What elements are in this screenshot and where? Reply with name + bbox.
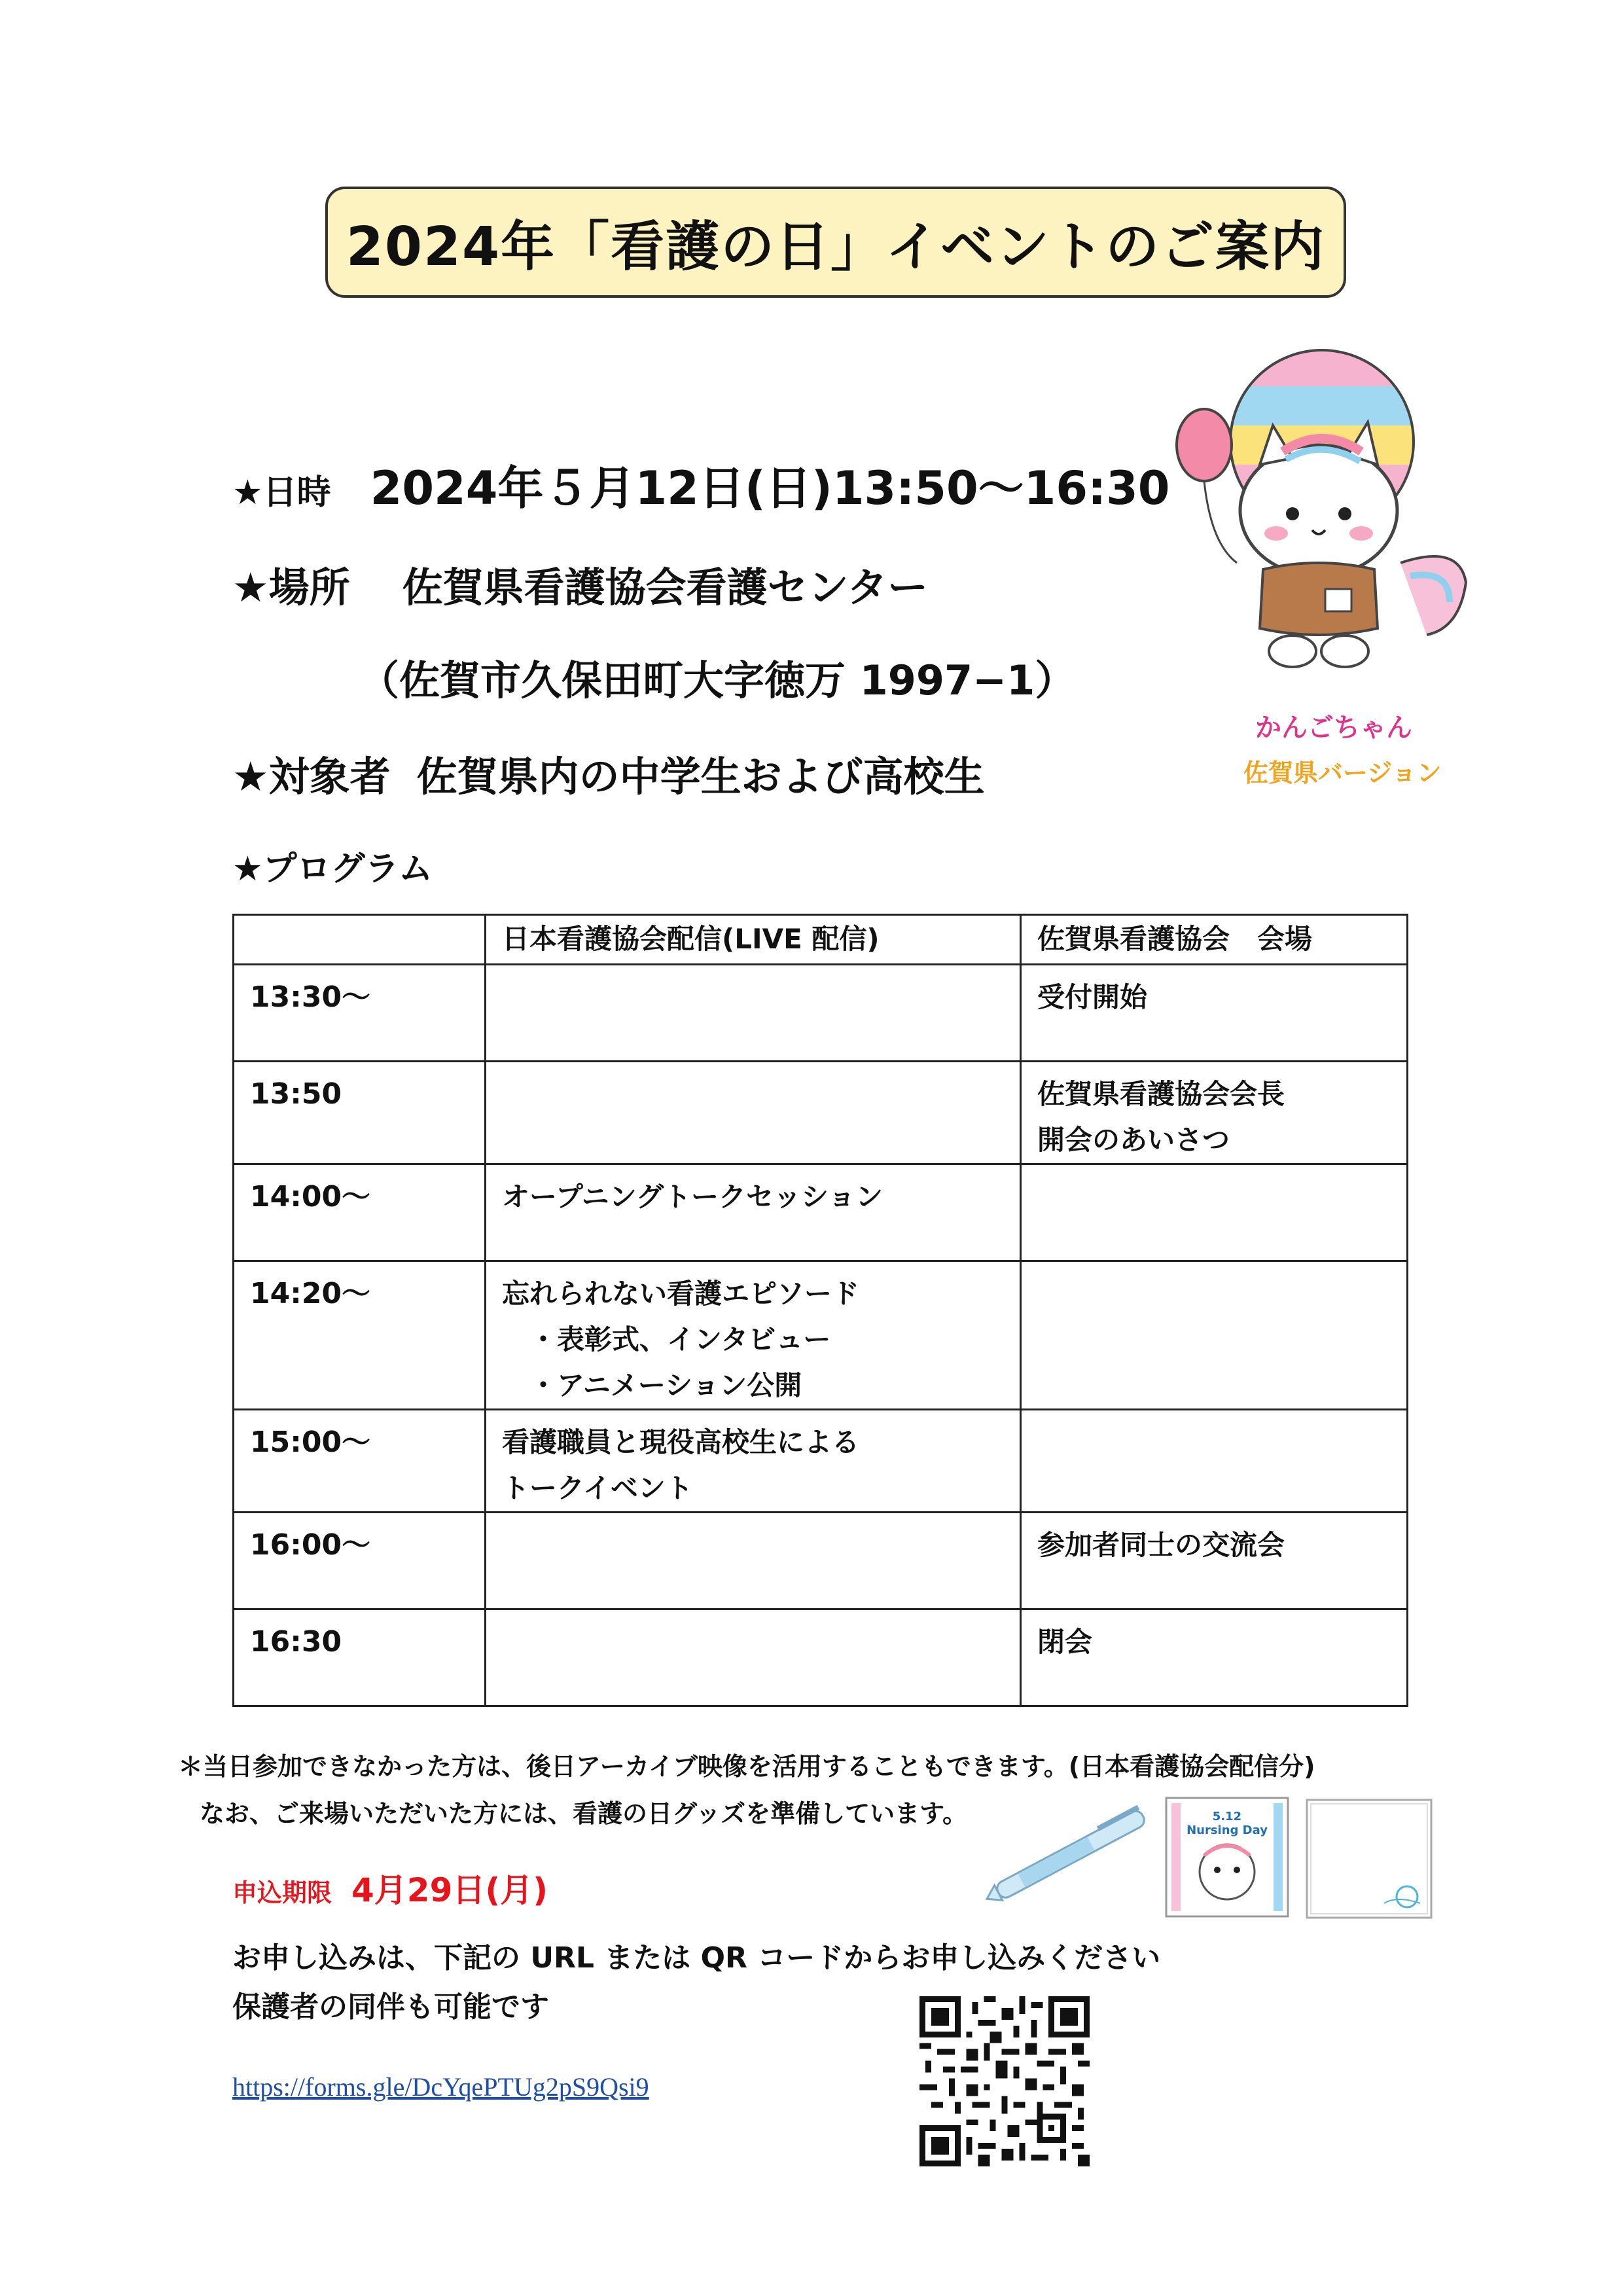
table-header-cell: 日本看護協会配信(LIVE 配信)	[486, 915, 1021, 965]
table-header-row	[234, 915, 1408, 965]
time-cell: 15:00～	[234, 1410, 486, 1513]
event-address: （佐賀市久保田町大字徳万 1997−1）	[359, 656, 1076, 704]
mascot-name: かんごちゃん	[1255, 713, 1412, 743]
table-row	[234, 1062, 1408, 1164]
table-row	[234, 1164, 1408, 1261]
time-cell: 14:00～	[234, 1164, 486, 1261]
guardian-note: 保護者の同伴も可能です	[232, 1990, 549, 2024]
table-row	[234, 1261, 1408, 1410]
live-cell: 忘れられない看護エピソード ・表彰式、インタビュー ・アニメーション公開	[486, 1261, 1021, 1410]
target-value: 佐賀県内の中学生および高校生	[416, 753, 985, 800]
time-cell: 13:30～	[234, 965, 486, 1062]
table-row	[234, 1513, 1408, 1609]
table-header-cell	[234, 915, 486, 965]
pen-goods-icon	[975, 1793, 1171, 1911]
venue-cell	[1021, 1410, 1408, 1513]
time-cell: 14:20～	[234, 1261, 486, 1410]
venue-cell	[1021, 1164, 1408, 1261]
target-label: ★対象者	[232, 753, 391, 800]
table-row	[234, 1609, 1408, 1706]
live-cell	[486, 1609, 1021, 1706]
goods-note: なお、ご来場いただいた方には、看護の日グッズを準備しています。	[200, 1799, 968, 1828]
table-row	[234, 1410, 1408, 1513]
venue-cell: 佐賀県看護協会会長 開会のあいさつ	[1021, 1062, 1408, 1164]
deadline-value: 4月29日(月)	[351, 1871, 548, 1909]
venue-cell: 受付開始	[1021, 965, 1408, 1062]
deadline-label: 申込期限	[232, 1878, 332, 1907]
deadline	[232, 1864, 548, 1911]
event-date	[232, 452, 1169, 518]
live-cell: 看護職員と現役高校生による トークイベント	[486, 1410, 1021, 1513]
mascot-kango-chan-icon	[1152, 347, 1492, 700]
venue-cell: 閉会	[1021, 1609, 1408, 1706]
live-cell	[486, 965, 1021, 1062]
time-cell: 16:30	[234, 1609, 486, 1706]
date-label: ★日時	[232, 473, 331, 512]
table-row	[234, 965, 1408, 1062]
place-value: 佐賀県看護協会看護センター	[402, 564, 929, 611]
time-cell: 13:50	[234, 1062, 486, 1164]
application-url-link[interactable]: https://forms.gle/DcYqePTUg2pS9Qsi9	[232, 2072, 649, 2102]
title-banner	[325, 187, 1346, 298]
page-title: 2024年「看護の日」イベントのご案内	[346, 215, 1326, 278]
live-cell: オープニングトークセッション	[486, 1164, 1021, 1261]
live-cell	[486, 1513, 1021, 1609]
date-value: 2024年５月12日(日)13:50～16:30	[370, 461, 1170, 515]
qr-code-icon[interactable]	[919, 1996, 1090, 2166]
archive-note: ＊当日参加できなかった方は、後日アーカイブ映像を活用することもできます。(日本看護協会配信分)	[178, 1752, 1315, 1781]
place-label: ★場所	[232, 564, 350, 611]
event-target	[232, 744, 985, 802]
venue-cell: 参加者同士の交流会	[1021, 1513, 1408, 1609]
event-place	[232, 555, 928, 613]
program-label: ★プログラム	[232, 850, 433, 889]
program-table	[232, 914, 1408, 1707]
memo-pad-goods-icon	[1306, 1799, 1433, 1920]
notebook-card-text: 5.12 Nursing Day	[1186, 1810, 1268, 1837]
mascot-version: 佐賀県バージョン	[1243, 759, 1442, 787]
live-cell	[486, 1062, 1021, 1164]
table-header-cell: 佐賀県看護協会 会場	[1021, 915, 1408, 965]
venue-cell	[1021, 1261, 1408, 1410]
apply-instructions: お申し込みは、下記の URL または QR コードからお申し込みください	[232, 1941, 1161, 1975]
time-cell: 16:00～	[234, 1513, 486, 1609]
